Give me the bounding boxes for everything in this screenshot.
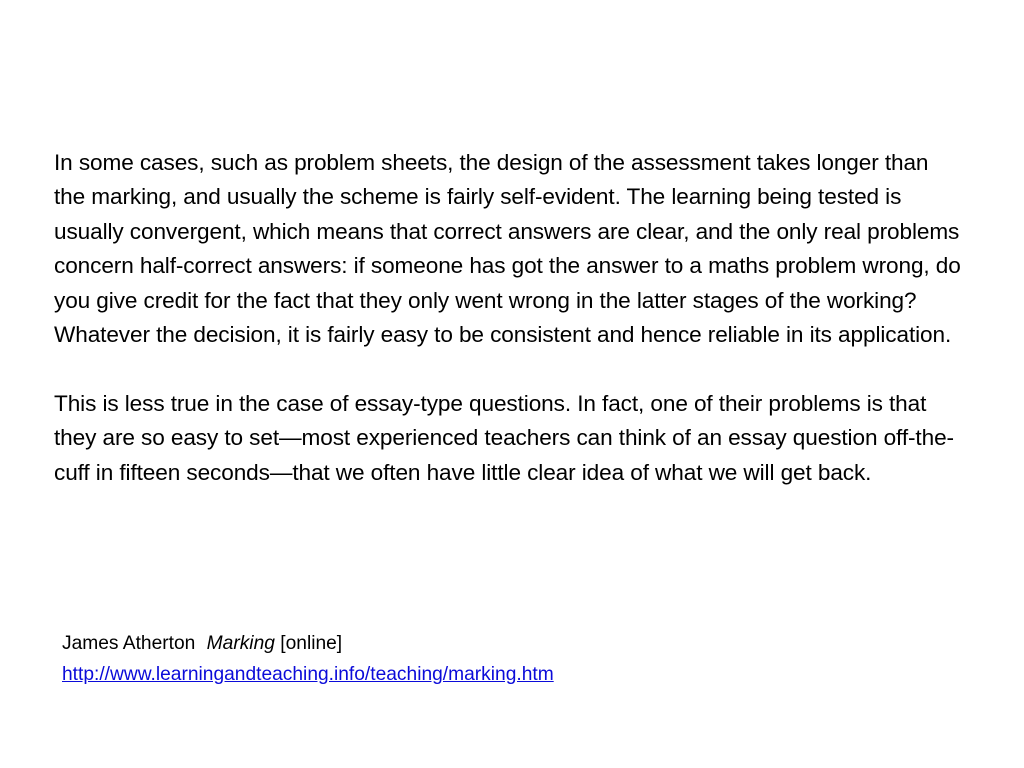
citation-title: Marking: [206, 633, 275, 654]
paragraph-problem-sheets: In some cases, such as problem sheets, the design of the assessment takes longer than the marking, and usually the scheme is fairly self-evident. The learning being tested is usually convergent, which means that correct answers are clear, and the only real problems concern half-correct answers: if someone has got the answer to a maths problem wrong, do you give credit for the fact that they only went wrong in the latter stages of the working? Whatever the decision, it is fairly easy to be consistent and hence reliable in its application.: [54, 150, 961, 348]
paragraph-essay-questions: This is less true in the case of essay-type questions. In fact, one of their problems is that they are so easy to set—most experienced teachers can think of an essay question off-the-cuff in fifteen seconds—that we often have little clear idea of what we will get back.: [54, 390, 954, 485]
citation-url-line: [62, 659, 554, 690]
citation-author: James Atherton: [62, 633, 196, 654]
body-text: [54, 146, 964, 490]
citation-reference: [62, 628, 554, 659]
citation-medium: [online]: [280, 633, 343, 654]
citation-url-link[interactable]: http://www.learningandteaching.info/teaching/marking.htm: [62, 664, 554, 685]
citation: [62, 628, 554, 690]
